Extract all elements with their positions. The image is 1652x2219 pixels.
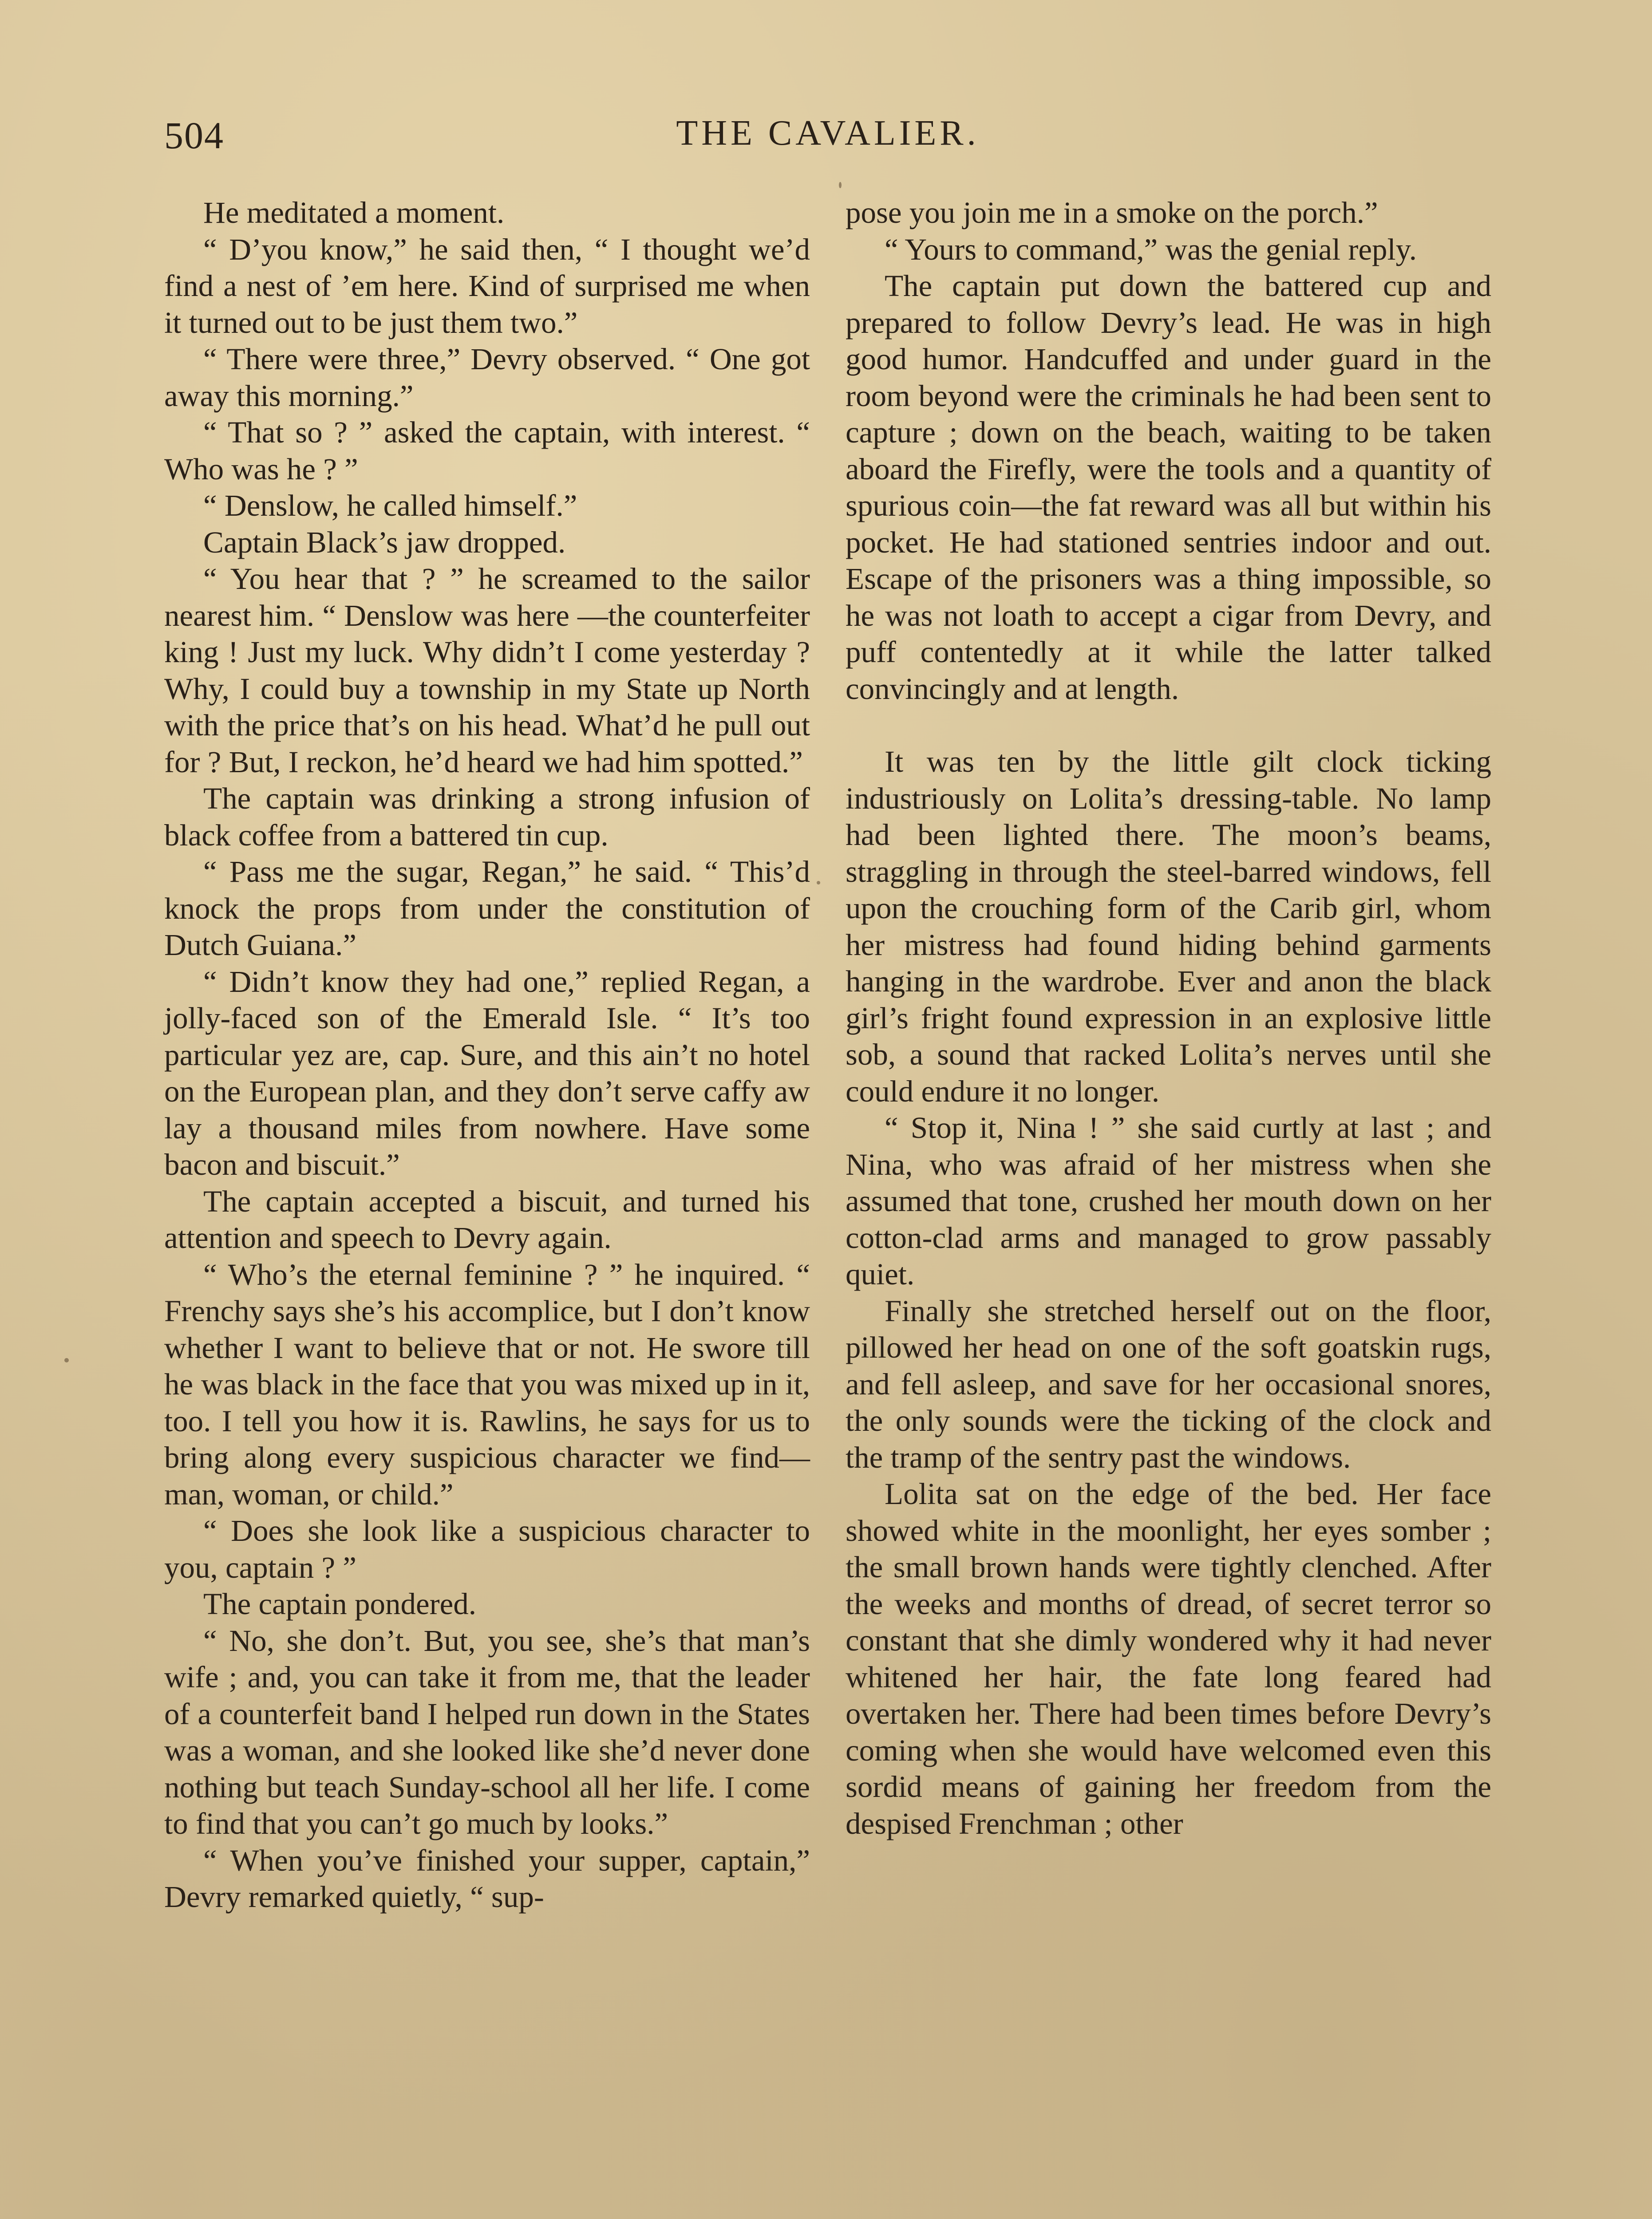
paragraph: “ Who’s the eternal feminine ? ” he inquired. “ Frenchy says she’s his accomplice, but I don’t know whether I want to believe that or not. He swore till he was black in the face that you was mixed up in it, too. I tell you how it is. Rawlins, he says for us to bring along every suspicious character we find—man, woman, or child.” (164, 1257, 810, 1511)
paper-speck (817, 881, 820, 884)
paragraph: “ Pass me the sugar, Regan,” he said. “ This’d knock the props from under the constitution of Dutch Guiana.” (164, 855, 810, 962)
paragraph: “ Stop it, Nina ! ” she said curtly at last ; and Nina, who was afraid of her mistress when she assumed that tone, crushed her mouth down on her cotton-clad arms and managed to grow passably quiet. (846, 1111, 1491, 1291)
paragraph: “ No, she don’t. But, you see, she’s that man’s wife ; and, you can take it from me, that the leader of a counterfeit band I helped run down in the States was a woman, and she looked like she’d never done nothing but teach Sunday-school all her life. I come to find that you can’t go much by looks.” (164, 1623, 810, 1840)
paragraph: “ D’you know,” he said then, “ I thought we’d find a nest of ’em here. Kind of surprised me when it turned out to be just them two.” (164, 232, 810, 340)
paragraph: The captain accepted a biscuit, and turned his attention and speech to Devry again. (164, 1184, 810, 1255)
paragraph: “ Denslow, he called himself.” (203, 489, 577, 522)
paper-speck (64, 1358, 69, 1362)
paragraph: “ When you’ve finished your supper, captain,” Devry remarked quietly, “ sup- (164, 1843, 810, 1914)
left-column (164, 194, 810, 1915)
paragraph: “ Does she look like a suspicious character to you, captain ? ” (164, 1514, 810, 1584)
paragraph: “ That so ? ” asked the captain, with interest. “ Who was he ? ” (164, 415, 810, 486)
paragraph: “ Yours to command,” was the genial reply. (885, 232, 1417, 266)
paragraph: Captain Black’s jaw dropped. (203, 525, 566, 559)
paragraph: “ You hear that ? ” he screamed to the sailor nearest him. “ Denslow was here —the counterfeiter king ! Just my luck. Why didn’t I come yesterday ? Why, I could buy a township in my State up North with the price that’s on his head. What’d he pull out for ? But, I reckon, he’d heard we had him spotted.” (164, 562, 810, 779)
paragraph: “ There were three,” Devry observed. “ One got away this morning.” (164, 342, 810, 413)
paragraph: The captain was drinking a strong infusion of black coffee from a battered tin cup. (164, 782, 810, 852)
paragraph: Lolita sat on the edge of the bed. Her face showed white in the moonlight, her eyes somber ; the small brown hands were tightly clenched. After the weeks and months of dread, of secret terror so constant that she dimly wondered why it had never whitened her hair, the fate long feared had overtaken her. There had been times before Devry’s coming when she would have welcomed even this sordid means of gaining her freedom from the despised Frenchman ; other (846, 1477, 1491, 1840)
running-title: THE CAVALIER. (676, 114, 980, 153)
paragraph-continued: pose you join me in a smoke on the porch.” (846, 196, 1378, 229)
paragraph: He meditated a moment. (203, 196, 505, 229)
section-break-paragraph: It was ten by the little gilt clock ticking industriously on Lolita’s dressing-table. No lamp had been lighted there. The moon’s beams, straggling in through the steel-barred windows, fell upon the crouching form of the Carib girl, whom her mistress had found hiding behind garments hanging in the wardrobe. Ever and anon the black girl’s fright found expression in an explosive little sob, a sound that racked Lolita’s nerves until she could endure it no longer. (846, 745, 1491, 1108)
paragraph: The captain put down the battered cup and prepared to follow Devry’s lead. He was in high good humor. Handcuffed and under guard in the room beyond were the criminals he had been sent to capture ; down on the beach, waiting to be taken aboard the Firefly, were the tools and a quantity of spurious coin—the fat reward was all but within his pocket. He had stationed sentries indoor and out. Escape of the prisoners was a thing impossible, so he was not loath to accept a cigar from Devry, and puff contentedly at it while the latter talked convincingly and at length. (846, 269, 1491, 706)
paragraph: The captain pondered. (203, 1587, 476, 1621)
right-column (846, 194, 1491, 1842)
paragraph: “ Didn’t know they had one,” replied Regan, a jolly-faced son of the Emerald Isle. “ It’s too particular yez are, cap. Sure, and this ain’t no hotel on the European plan, and they don’t serve caffy aw lay a thousand miles from nowhere. Have some bacon and biscuit.” (164, 964, 810, 1181)
paper-speck (839, 182, 842, 188)
page-number: 504 (164, 114, 224, 157)
paragraph: Finally she stretched herself out on the floor, pillowed her head on one of the soft goatskin rugs, and fell asleep, and save for her occasional snores, the only sounds were the ticking of the clock and the tramp of the sentry past the windows. (846, 1294, 1491, 1474)
page-header (164, 113, 1491, 162)
